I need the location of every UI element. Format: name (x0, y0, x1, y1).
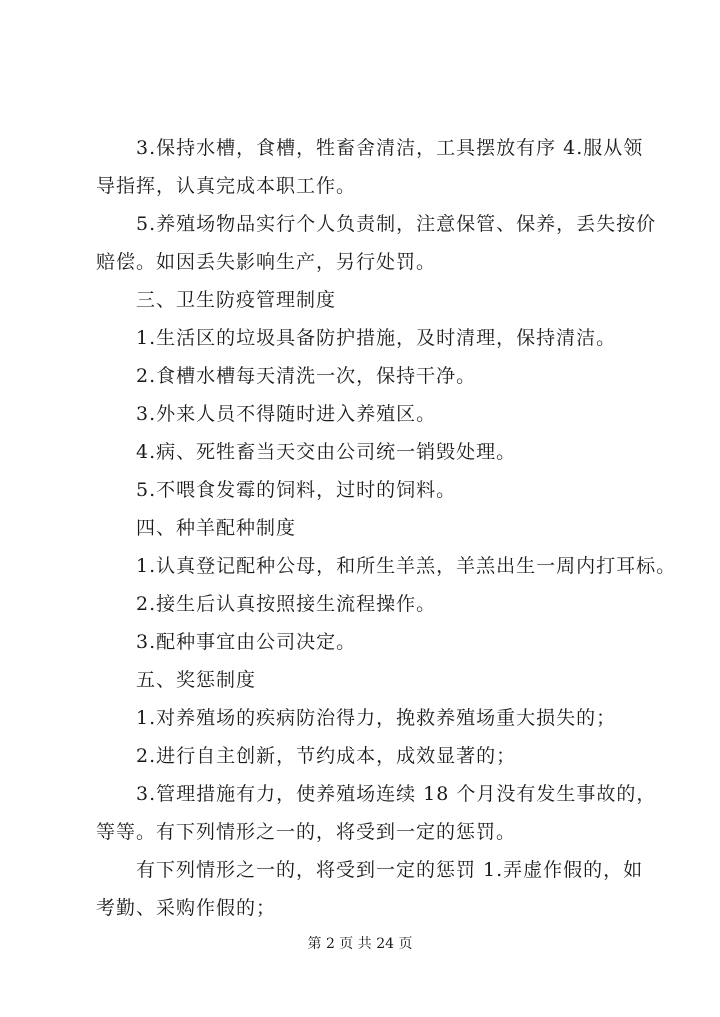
text-line: 4.病、死牲畜当天交由公司统一销毁处理。 (136, 441, 517, 463)
text-line: 1.认真登记配种公母，和所生羊羔，羊羔出生一周内打耳标。 (136, 555, 677, 577)
text-line: 3.配种事宜由公司决定。 (136, 631, 357, 653)
text-line: 导指挥，认真完成本职工作。 (96, 175, 357, 197)
text-line: 5.不喂食发霉的饲料，过时的饲料。 (136, 479, 457, 501)
text-line: 等等。有下列情形之一的，将受到一定的惩罚。 (96, 821, 517, 843)
text-line: 2.进行自主创新，节约成本，成效显著的； (136, 745, 517, 767)
text-line: 5.养殖场物品实行个人负责制，注意保管、保养，丢失按价 (136, 213, 657, 235)
text-line: 1.对养殖场的疾病防治得力，挽救养殖场重大损失的； (136, 707, 617, 729)
text-line: 考勤、采购作假的； (96, 897, 277, 919)
text-line: 2.食槽水槽每天清洗一次，保持干净。 (136, 365, 477, 387)
section-heading: 三、卫生防疫管理制度 (136, 289, 337, 311)
text-line: 有下列情形之一的，将受到一定的惩罚 1.弄虚作假的，如 (136, 859, 644, 881)
text-line: 3.保持水槽，食槽，牲畜舍清洁，工具摆放有序 4.服从领 (136, 137, 644, 159)
text-line: 3.外来人员不得随时进入养殖区。 (136, 403, 437, 425)
text-line: 1.生活区的垃圾具备防护措施，及时清理，保持清洁。 (136, 327, 617, 349)
section-heading: 五、奖惩制度 (136, 669, 257, 691)
text-line: 赔偿。如因丢失影响生产，另行处罚。 (96, 251, 437, 273)
section-heading: 四、种羊配种制度 (136, 517, 297, 539)
page-footer: 第 2 页 共 24 页 (307, 936, 413, 952)
text-line: 2.接生后认真按照接生流程操作。 (136, 593, 437, 615)
text-line: 3.管理措施有力，使养殖场连续 18 个月没有发生事故的， (136, 783, 657, 805)
